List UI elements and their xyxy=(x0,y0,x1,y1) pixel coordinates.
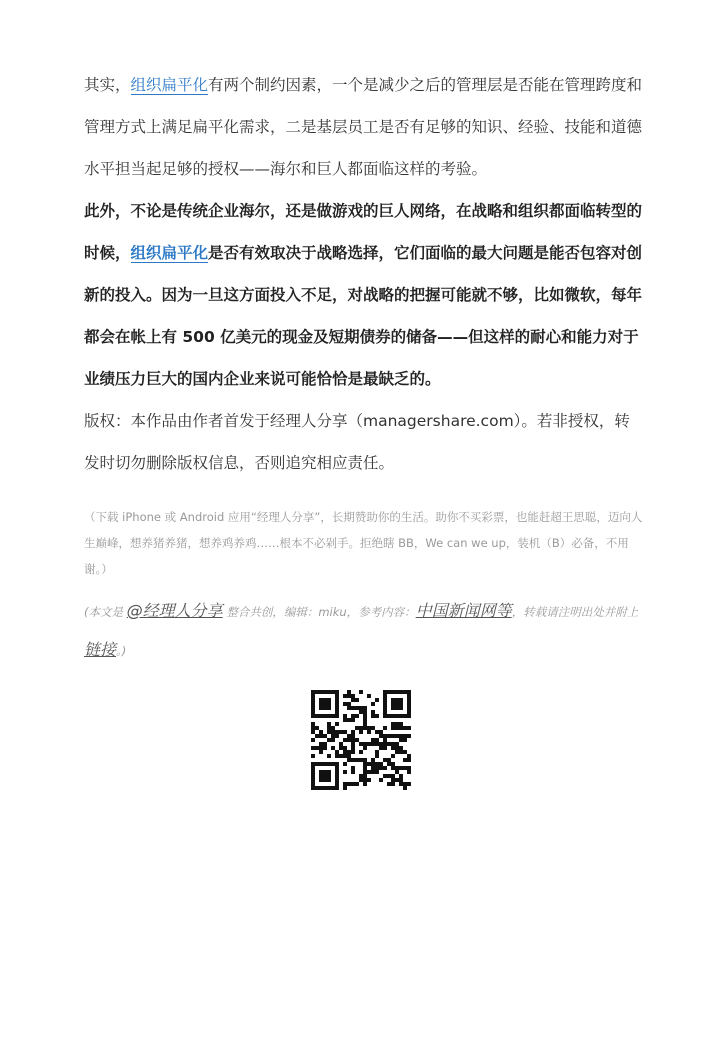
paragraph-2-text-end: 是否有效取决于战略选择，它们面临的最大问题是能否包容对创新的投入。因为一旦这方面投入不足，对战略的把握可能就不够，比如微软，每年都会在帐上有 500 亿美元的现金及短期债券的储备——但这样的耐心和能力对于业绩压力巨大的国内企业来说可能恰恰是最缺乏的。 xyxy=(84,244,643,388)
paragraph-1-text-start: 其实， xyxy=(84,76,131,94)
qr-code-icon xyxy=(311,690,411,790)
paragraph-2 xyxy=(84,190,644,400)
paragraph-2-text-start: 此外，不论是传统企业海尔，还是做游戏的巨人网络，在战略和组织都面临转型的时候， xyxy=(84,202,643,262)
credit-middle-2: ，转载请注明出处并附上 xyxy=(511,605,639,619)
article-body xyxy=(84,64,644,670)
link-flat-organization-2[interactable]: 组织扁平化 xyxy=(130,244,209,262)
article-credit xyxy=(84,592,644,670)
source-link[interactable]: 中国新闻网等 xyxy=(415,601,512,620)
credit-prefix: (本文是 xyxy=(84,605,123,619)
link-flat-organization-1[interactable]: 组织扁平化 xyxy=(130,76,209,94)
app-download-note: （下载 iPhone 或 Android 应用“经理人分享”，长期赞助你的生活。助你不买彩票，也能赶超王思聪，迈向人生巅峰，想养猪养猪，想养鸡养鸡……根本不必剁手。拒绝瞎 BB，We can we up，装机（B）必备，不用谢。） xyxy=(84,510,643,576)
paragraph-1-text-end: 有两个制约因素，一个是减少之后的管理层是否能在管理跨度和管理方式上满足扁平化需求，二是基层员工是否有足够的知识、经验、技能和道德水平担当起足够的授权——海尔和巨人都面临这样的考验。 xyxy=(84,76,643,178)
original-link[interactable]: 链接 xyxy=(84,640,117,659)
paragraph-1 xyxy=(84,64,644,190)
author-link[interactable]: @经理人分享 xyxy=(126,601,223,620)
credit-middle: 整合共创，编辑：miku，参考内容： xyxy=(226,605,416,619)
credit-suffix: 。) xyxy=(116,644,127,658)
qr-code-image xyxy=(311,690,411,790)
copyright-notice: 版权：本作品由作者首发于经理人分享（managershare.com）。若非授权，转发时切勿删除版权信息，否则追究相应责任。 xyxy=(84,412,630,472)
